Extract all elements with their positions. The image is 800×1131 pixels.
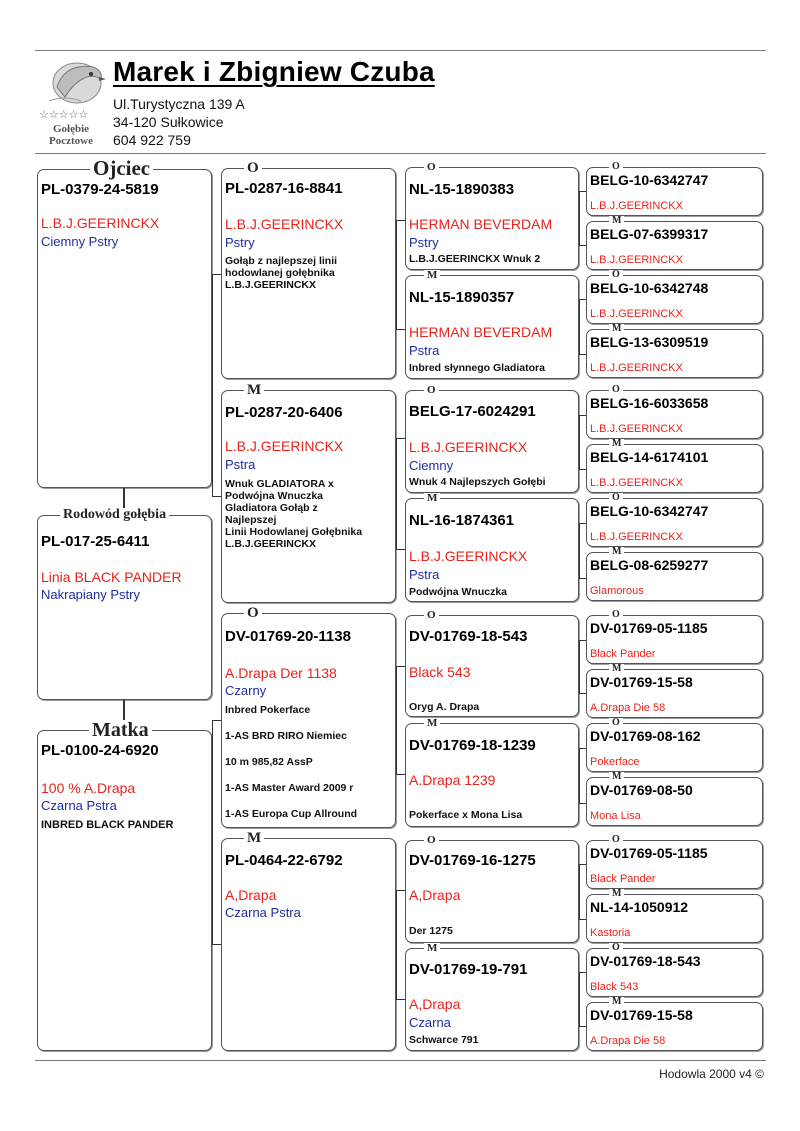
gp-ff-card [221,160,396,379]
g4-legend-5: O [609,385,623,395]
gp-mm-ring: PL-0464-22-6792 [225,852,343,869]
gp-ff-line: L.B.J.GEERINCKX [225,216,344,232]
gp-mf-color: Czarny [225,683,267,698]
gp-fm-card [221,382,396,603]
mother-branch-to-mf [212,720,221,721]
ggp1-branch-bottom [579,245,586,246]
owner-name: Marek i Zbigniew Czuba [113,56,435,87]
gp-fm-note-2: Podwójna Wnuczka [225,490,324,502]
mm-branch-bottom [396,999,405,1000]
mf-branch-vertical [396,666,397,774]
ggp-ring-7: DV-01769-16-1275 [409,852,536,869]
g4-card-5 [586,384,763,439]
ggp-line-2: HERMAN BEVERDAM [409,324,553,340]
g4-legend-3: O [609,270,623,280]
g4-line-13: Black Pander [590,873,656,885]
address-line1: Ul.Turystyczna 139 A [113,96,245,112]
ggp-line-1: HERMAN BEVERDAM [409,216,553,232]
ggp-line-8: A,Drapa [409,996,461,1012]
ggp-line-4: L.B.J.GEERINCKX [409,548,528,564]
father-color: Ciemny Pstry [41,234,119,249]
address-line2: 34-120 Sułkowice [113,114,224,130]
ggp-card-2 [405,269,579,379]
father-line: L.B.J.GEERINCKX [41,215,160,231]
ggp-ring-5: DV-01769-18-543 [409,628,528,645]
subject-legend: Rodowód gołębia [60,508,169,522]
g4-legend-15: O [609,943,623,953]
g4-card-15 [586,942,763,997]
g4-legend-1: O [609,162,623,172]
fm-branch-vertical [396,438,397,549]
ggp8-branch-top [579,972,586,973]
ggp-color-1: Pstry [409,235,439,250]
g4-line-16: A.Drapa Die 58 [590,1035,666,1047]
ggp-line-5: Black 543 [409,664,471,680]
gp-ff-note-2: hodowlanej gołębnika [225,267,335,279]
gp-fm-line: L.B.J.GEERINCKX [225,438,344,454]
subject-card [37,507,212,700]
gp-mf-legend: O [244,606,262,621]
g4-ring-9: DV-01769-05-1185 [590,620,708,636]
ggp2-branch-top [579,299,586,300]
g4-ring-13: DV-01769-05-1185 [590,845,708,861]
mm-branch-top [396,890,405,891]
g4-line-8: Glamorous [590,585,644,597]
ggp-color-4: Pstra [409,567,440,582]
ggp1-branch-top [579,191,586,192]
g4-card-3 [586,269,763,324]
ggp-legend-4: M [424,493,440,504]
father-legend: Ojciec [90,158,153,179]
g4-ring-14: NL-14-1050912 [590,899,689,915]
fm-branch-bottom [396,549,405,550]
gp-mm-legend: M [244,831,264,846]
gp-mf-note-3: 10 m 985,82 AssP [225,756,313,768]
g4-ring-11: DV-01769-08-162 [590,728,701,744]
gp-fm-color: Pstra [225,457,256,472]
g4-card-16 [586,996,763,1051]
g4-line-4: L.B.J.GEERINCKX [590,362,683,374]
gp-fm-note-6: L.B.J.GEERINCKX [225,538,317,550]
g4-line-11: Pokerface [590,756,640,768]
footer-rule [35,1060,766,1061]
gp-fm-note-5: Linii Hodowlanej Gołębnika [225,526,363,538]
g4-legend-13: O [609,835,623,845]
gp-ff-legend: O [244,161,262,176]
mother-legend: Matka [89,720,152,740]
ggp-legend-1: O [424,162,439,173]
g4-legend-12: M [609,772,624,782]
g4-legend-16: M [609,997,624,1007]
footer-label: Hodowla 2000 v4 © [659,1067,764,1081]
g4-line-3: L.B.J.GEERINCKX [590,308,683,320]
g4-card-13 [586,834,763,889]
gp-ff-ring: PL-0287-16-8841 [225,180,343,197]
ggp4-branch-bottom [579,578,586,579]
ggp8-branch [579,972,580,1026]
g4-line-12: Mona Lisa [590,810,641,822]
ggp5-branch-top [579,640,586,641]
gp-ff-color: Pstry [225,235,255,250]
g4-ring-2: BELG-07-6399317 [590,226,709,242]
g4-card-11 [586,717,763,772]
ggp-card-3 [405,384,579,493]
father-branch-vertical [212,274,213,496]
ggp-line-3: L.B.J.GEERINCKX [409,439,528,455]
gp-mf-card [221,605,396,828]
ggp-note-3: Wnuk 4 Najlepszych Gołębi [409,476,546,488]
g4-line-10: A.Drapa Die 58 [590,702,666,714]
ggp-ring-4: NL-16-1874361 [409,512,515,529]
ggp-note-5: Oryg A. Drapa [409,701,480,713]
top-rule [35,50,766,51]
mother-ring: PL-0100-24-6920 [41,742,159,759]
subject-line: Linia BLACK PANDER [41,569,182,585]
ggp-note-7: Der 1275 [409,925,453,937]
gp-mf-note-1: Inbred Pokerface [225,704,311,716]
pigeon-logo [35,57,107,149]
father-branch-to-ff [212,274,221,275]
g4-legend-4: M [609,324,624,334]
mother-branch-to-mm [212,944,221,945]
ggp-legend-6: M [424,718,440,729]
gp-fm-legend: M [244,383,264,398]
ggp8-branch-bottom [579,1026,586,1027]
g4-ring-4: BELG-13-6309519 [590,334,709,350]
g4-ring-15: DV-01769-18-543 [590,953,701,969]
g4-legend-14: M [609,889,624,899]
ggp-legend-2: M [424,270,440,281]
gp-mm-card [221,830,396,1051]
g4-card-6 [586,438,763,493]
ggp1-branch [579,191,580,245]
gp-fm-note-3: Gladiatora Gołąb z [225,502,318,514]
ggp-note-4: Podwójna Wnuczka [409,586,508,598]
g4-legend-2: M [609,216,624,226]
pigeon-icon [35,57,107,119]
logo-line2: Pocztowe [49,135,93,147]
ggp-card-4 [405,492,579,602]
gp-mf-note-4: 1-AS Master Award 2009 r [225,782,354,794]
g4-card-9 [586,609,763,664]
ggp4-branch [579,523,580,578]
g4-legend-6: M [609,439,624,449]
g4-ring-3: BELG-10-6342748 [590,280,709,296]
gp-mm-color: Czarna Pstra [225,905,301,920]
ggp-card-8 [405,942,579,1051]
ggp-card-1 [405,161,579,270]
ggp-ring-8: DV-01769-19-791 [409,961,528,978]
g4-ring-5: BELG-16-6033658 [590,395,709,411]
g4-legend-10: M [609,664,624,674]
gp-fm-note-1: Wnuk GLADIATORA x [225,478,334,490]
mother-note: INBRED BLACK PANDER [41,819,174,831]
father-ring: PL-0379-24-5819 [41,181,159,198]
ggp-ring-2: NL-15-1890357 [409,289,515,306]
ggp-legend-3: O [424,385,439,396]
mother-line: 100 % A.Drapa [41,780,136,796]
ggp-ring-3: BELG-17-6024291 [409,403,536,420]
g4-card-1 [586,161,763,216]
phone: 604 922 759 [113,132,191,148]
ggp-legend-5: O [424,610,439,621]
ggp-color-2: Pstra [409,343,440,358]
ggp-ring-6: DV-01769-18-1239 [409,737,536,754]
ggp-note-8: Schwarce 791 [409,1034,479,1046]
ggp-ring-1: NL-15-1890383 [409,181,515,198]
ggp2-branch-bottom [579,354,586,355]
g4-ring-12: DV-01769-08-50 [590,782,693,798]
gp-ff-note-3: L.B.J.GEERINCKX [225,279,317,291]
ggp5-branch-bottom [579,693,586,694]
gp-mf-note-2: 1-AS BRD RIRO Niemiec [225,730,347,742]
ggp-legend-8: M [424,943,440,954]
g4-legend-9: O [609,610,623,620]
ggp-color-8: Czarna [409,1015,451,1030]
ff-branch-vertical [396,220,397,329]
svg-text:☆☆☆☆☆: ☆☆☆☆☆ [39,108,89,119]
ggp-line-6: A.Drapa 1239 [409,772,496,788]
ggp7-branch [579,864,580,919]
father-card [37,156,212,488]
g4-line-14: Kastoria [590,927,631,939]
g4-line-5: L.B.J.GEERINCKX [590,423,683,435]
ggp6-branch-bottom [579,803,586,804]
fm-branch-top [396,438,405,439]
ff-branch-bottom [396,329,405,330]
g4-card-4 [586,323,763,378]
g4-card-12 [586,771,763,826]
subject-ring: PL-017-25-6411 [41,533,150,550]
g4-card-10 [586,663,763,718]
g4-card-2 [586,215,763,270]
gp-mf-line: A.Drapa Der 1138 [225,665,337,681]
g4-line-7: L.B.J.GEERINCKX [590,531,683,543]
mm-branch-vertical [396,890,397,999]
g4-legend-11: O [609,718,623,728]
ggp7-branch-top [579,864,586,865]
subject-color: Nakrapiany Pstry [41,587,140,602]
gp-mm-line: A,Drapa [225,887,277,903]
gp-mf-ring: DV-01769-20-1138 [225,628,351,645]
ggp-legend-7: O [424,835,439,846]
g4-line-6: L.B.J.GEERINCKX [590,477,683,489]
ggp3-branch [579,415,580,469]
gp-ff-note-1: Gołąb z najlepszej linii [225,255,338,267]
g4-ring-10: DV-01769-15-58 [590,674,693,690]
ggp-note-6: Pokerface x Mona Lisa [409,809,523,821]
gp-mf-note-5: 1-AS Europa Cup Allround [225,808,358,820]
ggp-note-2: Inbred słynnego Gladiatora [409,362,545,374]
gp-fm-ring: PL-0287-20-6406 [225,404,343,421]
g4-ring-8: BELG-08-6259277 [590,557,709,573]
ggp3-branch-top [579,415,586,416]
father-branch-to-fm [212,496,221,497]
g4-ring-7: BELG-10-6342747 [590,503,709,519]
ggp-color-3: Ciemny [409,458,454,473]
ggp-note-1: L.B.J.GEERINCKX Wnuk 2 [409,253,541,265]
ggp2-branch [579,299,580,354]
ggp-line-7: A,Drapa [409,887,461,903]
g4-card-14 [586,888,763,943]
gp-fm-note-4: Najlepszej [225,514,277,526]
g4-line-15: Black 543 [590,981,639,993]
g4-legend-8: M [609,547,624,557]
ggp-card-6 [405,717,579,827]
g4-ring-6: BELG-14-6174101 [590,449,709,465]
g4-line-9: Black Pander [590,648,656,660]
g4-line-2: L.B.J.GEERINCKX [590,254,683,266]
ggp-card-5 [405,609,579,717]
mother-color: Czarna Pstra [41,798,117,813]
mother-branch-vertical [212,720,213,944]
g4-ring-1: BELG-10-6342747 [590,172,709,188]
ggp5-branch [579,640,580,693]
header-rule [35,153,766,154]
mf-branch-bottom [396,774,405,775]
g4-legend-7: O [609,493,623,503]
mf-branch-top [396,666,405,667]
g4-ring-16: DV-01769-15-58 [590,1007,693,1023]
g4-line-1: L.B.J.GEERINCKX [590,200,683,212]
ggp3-branch-bottom [579,469,586,470]
ggp6-branch [579,748,580,803]
ggp-card-7 [405,834,579,943]
ggp7-branch-bottom [579,919,586,920]
ff-branch-top [396,220,405,221]
ggp4-branch-top [579,523,586,524]
g4-card-7 [586,492,763,547]
g4-card-8 [586,546,763,601]
mother-card [37,719,212,1051]
ggp6-branch-top [579,748,586,749]
logo-line1: Gołębie [52,123,90,135]
